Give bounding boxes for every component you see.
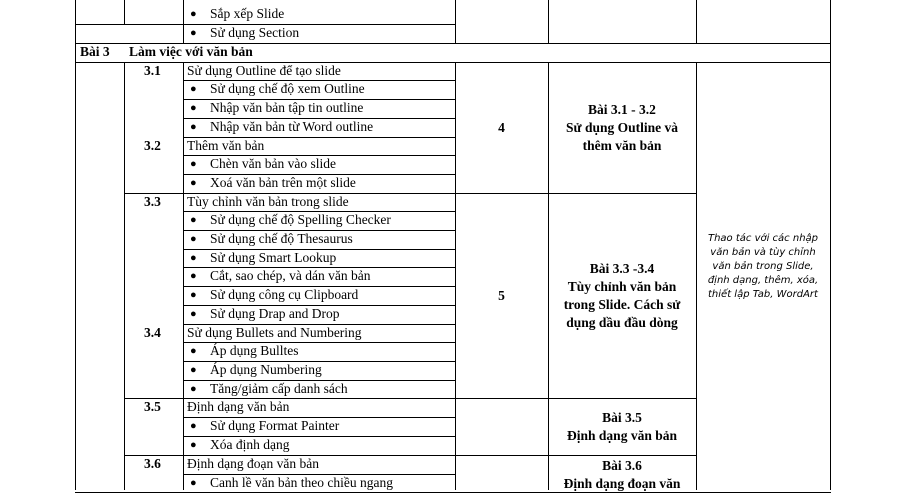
row-text: Xoá văn bản trên một slide [210, 175, 356, 190]
row-divider [183, 249, 456, 250]
row-divider [75, 492, 831, 493]
bullet-icon: ● [190, 158, 197, 170]
bullet-icon: ● [190, 420, 197, 432]
row-text: Sắp xếp Slide [210, 6, 285, 21]
lesson-title: Bài 3.5 Định dạng văn bản [567, 409, 677, 443]
row-number: 3.1 [144, 63, 161, 78]
table-border-left [75, 0, 76, 490]
row-text: Áp dụng Numbering [210, 362, 322, 377]
row-divider [124, 455, 697, 456]
row-divider [183, 436, 456, 437]
row-divider [75, 43, 831, 44]
row-text: Sử dụng Bullets and Numbering [187, 325, 362, 340]
row-text: Sử dụng Outline để tạo slide [187, 63, 341, 78]
row-text: Chèn văn bản vào slide [210, 156, 336, 171]
row-text: Sử dụng chế độ Spelling Checker [210, 212, 391, 227]
row-divider [183, 286, 456, 287]
section-title: Làm việc với văn bản [129, 44, 253, 59]
bullet-icon: ● [190, 121, 197, 133]
col-divider [183, 0, 184, 43]
row-text: Tùy chỉnh văn bản trong slide [187, 194, 349, 209]
row-divider [183, 342, 456, 343]
row-text: Định dạng văn bản [187, 399, 290, 414]
row-divider [183, 398, 697, 399]
row-text: Cắt, sao chép, và dán văn bản [210, 268, 371, 283]
row-divider [183, 155, 456, 156]
row-divider [183, 417, 456, 418]
bullet-icon: ● [190, 214, 197, 226]
col-divider [548, 62, 549, 490]
row-text: Định dạng đoạn văn bản [187, 456, 319, 471]
row-divider [124, 193, 697, 194]
row-divider [183, 174, 456, 175]
bullet-icon: ● [190, 83, 197, 95]
bullet-icon: ● [190, 345, 197, 357]
row-divider [183, 230, 456, 231]
row-divider [183, 474, 456, 475]
row-text: Sử dụng Format Painter [210, 418, 340, 433]
col-divider [183, 62, 184, 490]
col-divider [696, 0, 697, 43]
row-text: Sử dụng chế độ Thesaurus [210, 231, 353, 246]
row-text: Sử dụng chế độ xem Outline [210, 81, 365, 96]
col-divider [124, 62, 125, 490]
row-number: 3.4 [144, 325, 161, 340]
row-text: Nhập văn bản tập tin outline [210, 100, 364, 115]
row-divider [183, 324, 456, 325]
bullet-icon: ● [190, 270, 197, 282]
row-divider [75, 24, 456, 25]
row-number: 3.5 [144, 399, 161, 414]
row-divider [75, 62, 831, 63]
bullet-icon: ● [190, 364, 197, 376]
col-divider [455, 0, 456, 43]
row-text: Canh lề văn bản theo chiều ngang [210, 475, 393, 490]
hours-value: 4 [498, 119, 505, 135]
row-text: Nhập văn bản từ Word outline [210, 119, 374, 134]
col-divider [548, 0, 549, 43]
row-text: Thêm văn bản [187, 138, 265, 153]
col-divider [696, 62, 697, 490]
row-divider [183, 137, 456, 138]
lesson-title: Bài 3.3 -3.4 Tùy chỉnh văn bản trong Slide. Cách sử dụng dầu đầu dòng [563, 260, 681, 330]
bullet-icon: ● [190, 252, 197, 264]
row-number: 3.6 [144, 456, 161, 471]
bullet-icon: ● [190, 477, 197, 489]
row-text: Xóa định dạng [210, 437, 290, 452]
bullet-icon: ● [190, 439, 197, 451]
bullet-icon: ● [190, 308, 197, 320]
row-text: Tăng/giảm cấp danh sách [210, 381, 348, 396]
bullet-icon: ● [190, 8, 197, 20]
bullet-icon: ● [190, 383, 197, 395]
row-divider [183, 99, 456, 100]
row-number: Bài 3 [80, 44, 110, 59]
bullet-icon: ● [190, 27, 197, 39]
row-divider [183, 267, 456, 268]
hours-value: 5 [498, 287, 505, 303]
row-divider [183, 361, 456, 362]
bullet-icon: ● [190, 102, 197, 114]
row-text: Áp dụng Bulltes [210, 343, 299, 358]
bullet-icon: ● [190, 177, 197, 189]
row-divider [183, 380, 456, 381]
row-text: Sử dụng Drap and Drop [210, 306, 340, 321]
row-text: Sử dụng Section [210, 25, 300, 40]
lesson-title: Bài 3.1 - 3.2 Sử dụng Outline và thêm văn bản [565, 101, 678, 153]
table-border-right [830, 0, 831, 490]
row-divider [183, 118, 456, 119]
lesson-title: Bài 3.6 Định dạng đoạn văn [563, 458, 681, 491]
row-divider [183, 80, 456, 81]
row-number: 3.3 [144, 194, 161, 209]
row-text: Sử dụng Smart Lookup [210, 250, 337, 265]
bullet-icon: ● [190, 289, 197, 301]
row-number: 3.2 [144, 138, 161, 153]
description-note: Thao tác với các nhập văn bản và tùy chỉnh văn bản trong Slide, định dạng, thêm, xóa, thiết lập Tab, WordArt [707, 233, 819, 300]
bullet-icon: ● [190, 233, 197, 245]
col-divider [455, 62, 456, 490]
row-text: Sử dụng công cụ Clipboard [210, 287, 359, 302]
row-divider [183, 305, 456, 306]
col-divider [124, 0, 125, 24]
row-divider [183, 211, 456, 212]
